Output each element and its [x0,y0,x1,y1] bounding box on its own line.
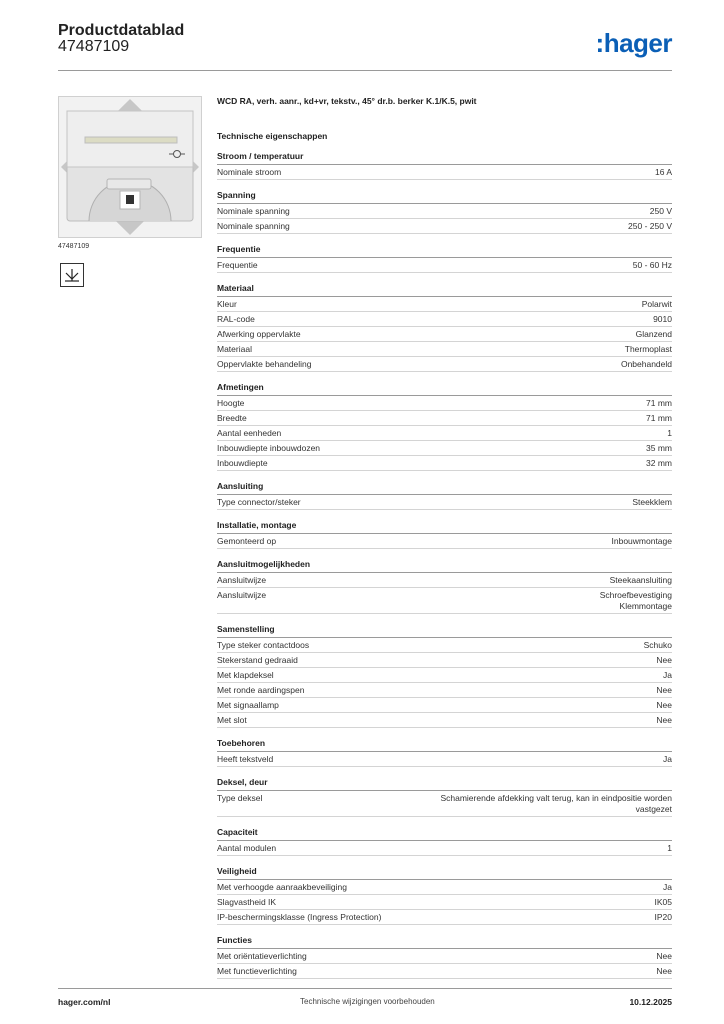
spec-label: Oppervlakte behandeling [217,359,312,369]
spec-row [217,534,672,549]
spec-label: Breedte [217,413,247,423]
spec-section [217,559,672,614]
spec-label: Heeft tekstveld [217,754,274,764]
spec-row [217,653,672,668]
spec-label: Slagvastheid IK [217,897,277,907]
section-title: Afmetingen [217,382,672,396]
spec-section [217,481,672,510]
spec-row [217,297,672,312]
spec-section [217,520,672,549]
spec-value: 35 mm [646,443,672,453]
image-caption: 47487109 [58,243,90,250]
spec-label: Stekerstand gedraaid [217,655,298,665]
section-title: Samenstelling [217,624,672,638]
technical-properties-heading: Technische eigenschappen [217,131,328,141]
spec-row [217,327,672,342]
spec-row [217,342,672,357]
spec-label: Afwerking oppervlakte [217,329,301,339]
spec-value: Nee [656,685,672,695]
spec-section [217,190,672,234]
spec-value: Steekklem [632,497,672,507]
socket-illustration [59,97,201,237]
section-title: Materiaal [217,283,672,297]
spec-row [217,964,672,979]
product-description: WCD RA, verh. aanr., kd+vr, tekstv., 45° dr.b. berker K.1/K.5, pwit [217,96,477,106]
spec-value: IK05 [654,897,672,907]
spec-value: Nee [656,951,672,961]
product-image [58,96,202,238]
spec-value: Onbehandeld [620,359,672,369]
spec-row [217,456,672,471]
spec-value: 71 mm [646,413,672,423]
spec-section [217,866,672,925]
spec-section [217,777,672,817]
spec-value: 250 V [649,206,672,216]
section-title: Deksel, deur [217,777,672,791]
spec-label: Hoogte [217,398,245,408]
spec-value: 32 mm [646,458,672,468]
spec-section [217,244,672,273]
spec-label: Materiaal [217,344,252,354]
spec-row [217,219,672,234]
spec-row [217,949,672,964]
section-title: Aansluiting [217,481,672,495]
spec-row [217,668,672,683]
spec-section [217,738,672,767]
footer-divider [58,988,672,989]
spec-section [217,283,672,372]
product-number: 47487109 [58,38,130,55]
spec-label: Nominale stroom [217,167,282,177]
section-title: Stroom / temperatuur [217,151,672,165]
spec-label: RAL-code [217,314,255,324]
spec-label: Met functieverlichting [217,966,297,976]
spec-value: 250 - 250 V [628,221,672,231]
spec-label: Nominale spanning [217,221,290,231]
spec-value: Schuko [643,640,672,650]
spec-row [217,588,672,614]
spec-value: Schroefbevestiging Klemmontage [599,590,672,611]
spec-row [217,573,672,588]
specifications-table [217,151,672,989]
spec-row [217,880,672,895]
spec-row [217,411,672,426]
spec-row [217,698,672,713]
section-title: Veiligheid [217,866,672,880]
spec-label: Type steker contactdoos [217,640,310,650]
spec-row [217,910,672,925]
spec-row [217,357,672,372]
spec-label: Met oriëntatieverlichting [217,951,307,961]
section-title: Installatie, montage [217,520,672,534]
spec-label: Aansluitwijze [217,575,267,585]
spec-value: Thermoplast [624,344,672,354]
footer-website-link[interactable]: hager.com/nl [58,997,111,1007]
spec-label: Aansluitwijze [217,590,267,600]
spec-value: 1 [667,843,672,853]
spec-value: Nee [656,655,672,665]
spec-label: Inbouwdiepte [217,458,268,468]
spec-row [217,426,672,441]
spec-value: Nee [656,966,672,976]
section-title: Spanning [217,190,672,204]
spec-value: 1 [667,428,672,438]
spec-section [217,151,672,180]
spec-label: IP-beschermingsklasse (Ingress Protection) [217,912,382,922]
spec-label: Type deksel [217,793,263,803]
spec-section [217,935,672,979]
spec-label: Inbouwdiepte inbouwdozen [217,443,321,453]
footer-disclaimer: Technische wijzigingen voorbehouden [300,997,435,1006]
spec-row [217,258,672,273]
spec-row [217,683,672,698]
spec-label: Type connector/steker [217,497,301,507]
spec-section [217,382,672,471]
header-divider [58,70,672,71]
spec-value: Schamierende afdekking valt terug, kan in eindpositie worden vastgezet [440,793,672,814]
hager-logo: :hager [595,28,672,58]
page-title: Productdatablad [58,22,185,39]
spec-value: Inbouwmontage [611,536,672,546]
spec-row [217,165,672,180]
spec-row [217,396,672,411]
spec-label: Met verhoogde aanraakbeveiliging [217,882,347,892]
spec-row [217,752,672,767]
spec-value: 9010 [653,314,672,324]
spec-label: Nominale spanning [217,206,290,216]
spec-label: Gemonteerd op [217,536,277,546]
section-title: Functies [217,935,672,949]
spec-value: Glanzend [635,329,672,339]
spec-row [217,441,672,456]
spec-label: Aantal modulen [217,843,277,853]
section-title: Frequentie [217,244,672,258]
spec-label: Frequentie [217,260,258,270]
spec-row [217,312,672,327]
spec-value: Ja [663,670,672,680]
spec-row [217,638,672,653]
spec-label: Met klapdeksel [217,670,274,680]
spec-value: Nee [656,700,672,710]
spec-label: Met ronde aardingspen [217,685,305,695]
spec-value: Ja [663,754,672,764]
spec-row [217,713,672,728]
spec-value: IP20 [654,912,672,922]
spec-value: 50 - 60 Hz [632,260,672,270]
spec-value: Polarwit [641,299,672,309]
spec-section [217,827,672,856]
spec-label: Kleur [217,299,237,309]
spec-value: 71 mm [646,398,672,408]
spec-label: Aantal eenheden [217,428,282,438]
spec-section [217,624,672,728]
spec-row [217,895,672,910]
section-title: Capaciteit [217,827,672,841]
section-title: Toebehoren [217,738,672,752]
spec-row [217,841,672,856]
spec-value: Nee [656,715,672,725]
section-title: Aansluitmogelijkheden [217,559,672,573]
spec-value: Steekaansluiting [609,575,672,585]
spec-row [217,495,672,510]
spec-row [217,204,672,219]
spec-value: 16 A [654,167,672,177]
spec-label: Met slot [217,715,247,725]
spec-row [217,791,672,817]
spec-value: Ja [663,882,672,892]
installation-symbol-icon [60,263,84,287]
spec-label: Met signaallamp [217,700,279,710]
footer-date: 10.12.2025 [629,997,672,1007]
